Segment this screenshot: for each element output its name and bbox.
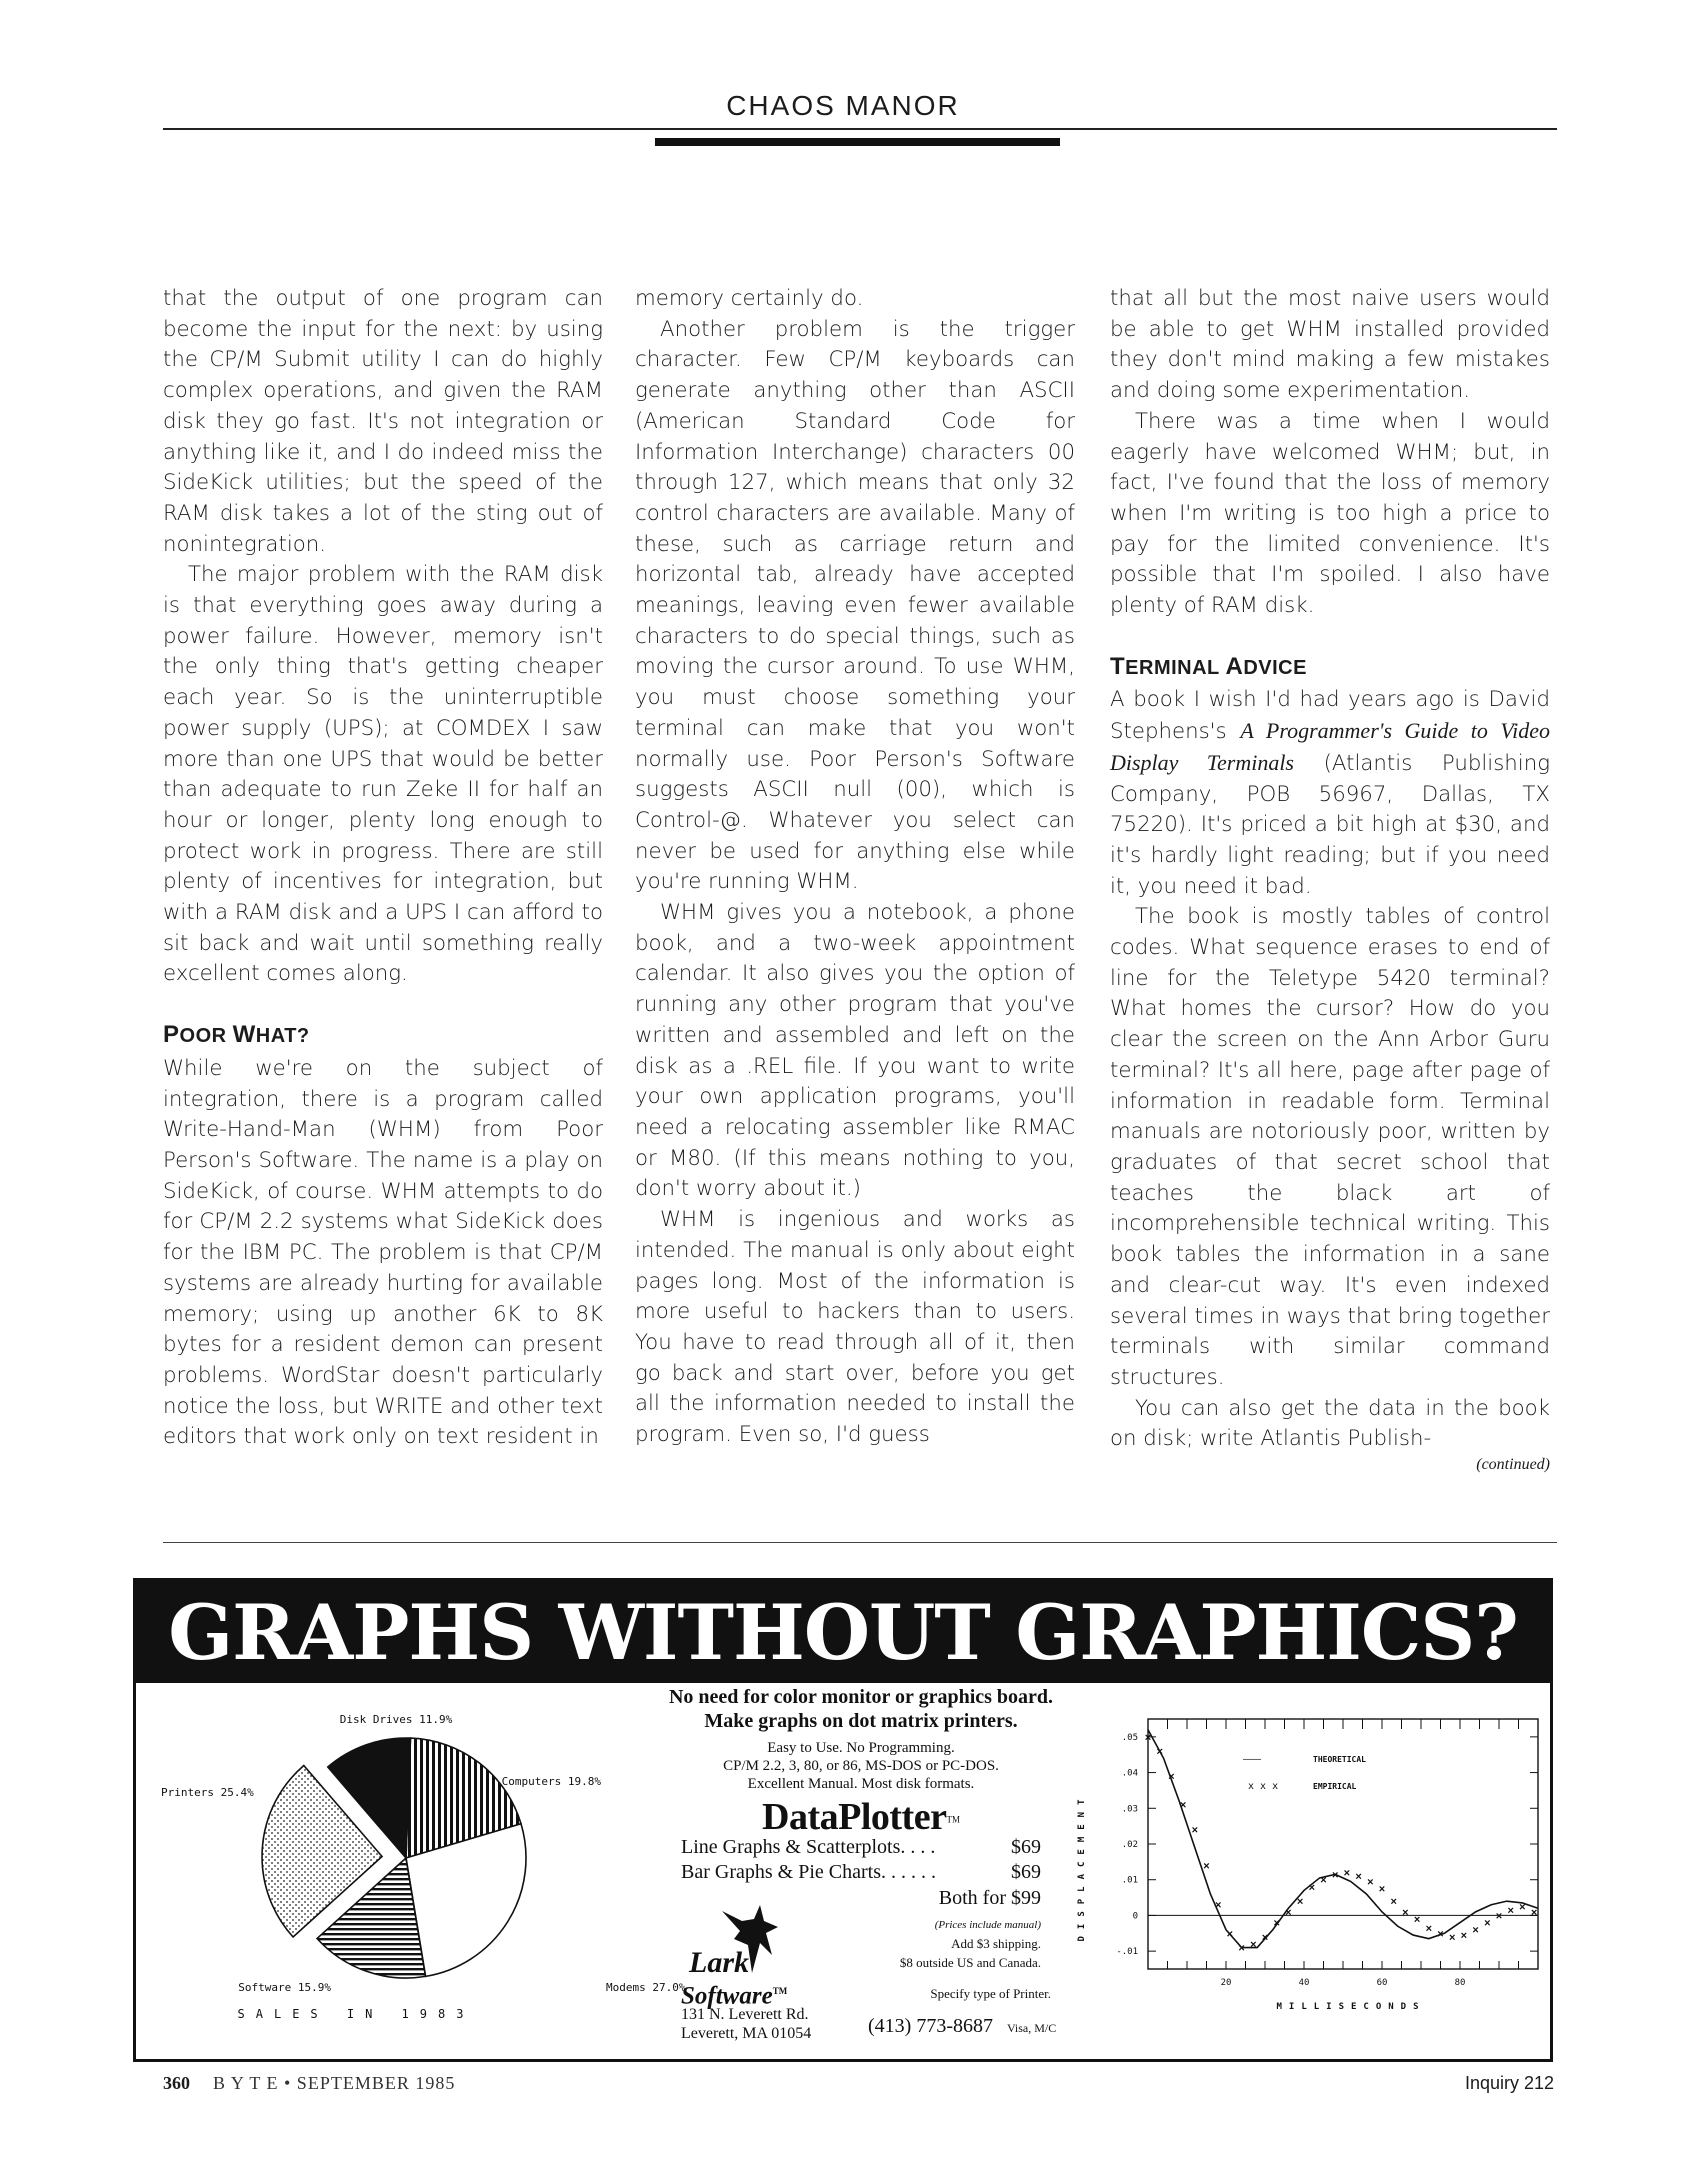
text: A book I wish I'd had years ago is David Stephens's xyxy=(1110,687,1550,745)
y-tick-label: .01 xyxy=(1121,1875,1138,1886)
series-empirical-point: × xyxy=(1460,1930,1468,1943)
ad-tagline-2: Make graphs on dot matrix printers. xyxy=(704,1710,1018,1732)
series-empirical-point: × xyxy=(1484,1917,1491,1930)
paragraph: that all but the most naive users would be able to get WHM installed provided they don't mind making a few mistakes and doing some experimentation. xyxy=(1110,286,1550,404)
company-address xyxy=(681,2005,811,2043)
ad-feature: Easy to Use. No Programming. xyxy=(767,1740,955,1756)
price-value: $69 xyxy=(1011,1861,1041,1883)
series-empirical-point: × xyxy=(1320,1874,1327,1887)
legend-label: THEORETICAL xyxy=(1313,1755,1366,1764)
x-tick-label: 60 xyxy=(1376,1978,1388,1988)
heading-smallcaps: HAT? xyxy=(255,1025,310,1048)
pie-label: Disk Drives 11.9% xyxy=(339,1713,453,1726)
paragraph: There was a time when I would eagerly have welcomed WHM; but, in fact, I've found that the loss of memory when I'm writing is too high a price to pay for the limited convenience. It's possible that I'm spoiled. I also have plenty of RAM disk. xyxy=(1110,408,1550,619)
series-empirical-point: × xyxy=(1238,1942,1245,1955)
paragraph: The major problem with the RAM disk is that everything goes away during a power failure. However, memory isn't the only thing that's getting cheaper each year. So is the uninterruptible power supply (UPS); at COMDEX I saw more than one UPS that would be better than adequate to run Zeke II for half an hour or longer, plenty long enough to protect work in progress. There are still plenty of incentives for integration, but with a RAM disk and a UPS I can afford to sit back and wait until something really excellent comes along. xyxy=(163,562,603,987)
series-empirical-point: × xyxy=(1285,1906,1292,1919)
heading-smallcaps: OOR xyxy=(179,1025,233,1048)
x-axis-label: MILLISECONDS xyxy=(1276,2002,1426,2012)
series-empirical-point: × xyxy=(1448,1931,1456,1944)
cards-accepted: Visa, M/C xyxy=(1006,2021,1057,2035)
heading-initial: T xyxy=(1110,652,1126,680)
y-tick-label: .05 xyxy=(1121,1732,1138,1743)
series-empirical-point: × xyxy=(1519,1901,1526,1914)
paragraph: that the output of one program can become the input for the next: by using the CP/M Submit utility I can do highly complex operations, and given the RAM disk they go fast. It's not integration or anything like it, and I do indeed miss the SideKick utilities; but the speed of the RAM disk takes a lot of the sting out of nonintegration. xyxy=(163,286,603,557)
series-empirical-point: × xyxy=(1296,1896,1304,1909)
series-empirical-point: × xyxy=(1495,1910,1503,1923)
price-value: $69 xyxy=(1011,1836,1041,1858)
pie-label: Printers 25.4% xyxy=(161,1786,254,1799)
series-empirical-point: × xyxy=(1156,1746,1163,1759)
series-empirical-point: × xyxy=(1390,1896,1397,1909)
paragraph: WHM is ingenious and works as intended. The manual is only about eight pages long. Most of the information is more useful to hackers than to users. You have to read through all of it, then go back and start over, before you get all the information needed to install the program. Even so, I'd guess xyxy=(635,1207,1075,1448)
address-line: Leverett, MA 01054 xyxy=(681,2025,812,2042)
heading-initial: A xyxy=(1225,652,1244,680)
paragraph: memory certainly do. xyxy=(635,286,864,311)
header-bar xyxy=(655,138,1060,146)
series-empirical-point: × xyxy=(1168,1771,1175,1784)
bundle-price: Both for $99 xyxy=(938,1887,1041,1909)
shipping-line: Add $3 shipping. xyxy=(951,1936,1041,1951)
series-empirical-point: × xyxy=(1437,1928,1444,1941)
pie-label: Computers 19.8% xyxy=(501,1775,601,1788)
prices-note: (Prices include manual) xyxy=(934,1919,1041,1931)
product-logo-text: DataPlotter xyxy=(762,1796,947,1838)
continued-note: (continued) xyxy=(1476,1456,1550,1474)
series-empirical-point: × xyxy=(1425,1922,1433,1935)
shipping-line: $8 outside US and Canada. xyxy=(899,1955,1041,1970)
line-chart xyxy=(1068,1689,1546,2019)
column-2 xyxy=(635,284,1075,1451)
heading-smallcaps: ERMINAL xyxy=(1125,656,1226,679)
phone-text: (413) 773-8687 xyxy=(868,2015,993,2037)
series-empirical-point: × xyxy=(1250,1939,1257,1951)
series-empirical-point: × xyxy=(1367,1876,1374,1889)
y-tick-label: -.01 xyxy=(1116,1947,1138,1958)
series-empirical-point: × xyxy=(1355,1871,1362,1884)
ad-feature: CP/M 2.2, 3, 80, or 86, MS-DOS or PC-DOS. xyxy=(723,1758,999,1774)
company-software-text: Software xyxy=(681,1982,773,2010)
advertisement xyxy=(133,1578,1553,2062)
x-tick-label: 40 xyxy=(1298,1978,1310,1988)
x-tick-label: 20 xyxy=(1220,1978,1232,1988)
paragraph: You can also get the data in the book on disk; write Atlantis Publish- xyxy=(1110,1395,1550,1452)
publication-line: B Y T E • SEPTEMBER 1985 xyxy=(213,2073,456,2093)
heading-initial: P xyxy=(163,1021,180,1049)
pie-title: SALES IN 1983 xyxy=(237,2007,475,2021)
series-empirical-point: × xyxy=(1378,1883,1386,1896)
series-empirical-point: × xyxy=(1191,1824,1199,1837)
series-empirical-point: × xyxy=(1273,1917,1280,1930)
company-logo xyxy=(681,1946,788,2010)
column-1 xyxy=(163,284,603,1453)
ad-headline: GRAPHS WITHOUT GRAPHICS? xyxy=(136,1581,1550,1683)
header-rule xyxy=(163,128,1557,130)
pie-label: Software 15.9% xyxy=(238,1981,331,1994)
y-tick-label: 0 xyxy=(1132,1911,1138,1922)
ad-feature: Excellent Manual. Most disk formats. xyxy=(747,1776,975,1792)
company-name-lark: Lark xyxy=(689,1946,749,1979)
series-empirical-point: × xyxy=(1472,1924,1479,1937)
trademark: TM xyxy=(946,1814,960,1825)
paragraph: Another problem is the trigger character. Few CP/M keyboards can generate anything other than ASCII (American Standard Code for Information Interchange) characters 00 through 127, which means that only 32 control characters are available. Many of these, such as carriage return and horizontal tab, already have accepted meanings, leaving even fewer available characters to do special things, such as moving the cursor around. To use WHM, you must choose something your terminal can make that you won't normally use. Poor Person's Software suggests ASCII null (00), which is Control-@. Whatever you select can never be used for anything else while you're running WHM. xyxy=(635,316,1075,895)
running-head: CHAOS MANOR xyxy=(726,90,960,121)
y-tick-label: .03 xyxy=(1121,1804,1138,1815)
trademark: TM xyxy=(772,1986,788,1996)
section-heading-terminal-advice xyxy=(1110,652,1550,684)
printer-note: Specify type of Printer. xyxy=(930,1986,1051,2001)
ad-tagline-1: No need for color monitor or graphics board. xyxy=(668,1686,1054,1708)
series-empirical-point: × xyxy=(1331,1869,1339,1882)
paragraph: The book is mostly tables of control codes. What sequence erases to end of line for the Teletype 5420 terminal? What homes the cursor? How do you clear the screen on the Ann Arbor Guru terminal? It's all here, page after page of information in readable form. Terminal manuals are notoriously poor, written by graduates of that secret school that teaches the black art of incomprehensible technical writing. This book tables the information in a sane and clear-cut way. It's even indexed several times in ways that bring together terminals with similar command structures. xyxy=(1110,904,1550,1390)
book-title: A Programmer's Guide to Video Display Terminals xyxy=(1110,718,1551,775)
heading-initial: W xyxy=(232,1021,256,1049)
legend-label: EMPIRICAL xyxy=(1313,1782,1357,1791)
series-empirical-point: × xyxy=(1214,1899,1222,1912)
series-empirical-point: × xyxy=(1343,1867,1351,1880)
series-empirical-point: × xyxy=(1226,1928,1234,1941)
x-tick-label: 80 xyxy=(1454,1978,1466,1988)
series-empirical-point: × xyxy=(1507,1905,1514,1918)
y-tick-label: .04 xyxy=(1121,1768,1138,1779)
series-empirical-point: × xyxy=(1203,1860,1210,1873)
series-empirical-point: × xyxy=(1402,1906,1409,1919)
legend-symbol: ——— xyxy=(1243,1754,1262,1765)
pie-label: Modems 27.0% xyxy=(606,1981,686,1994)
price-row xyxy=(681,1860,1041,1885)
shipping-info xyxy=(871,1916,1041,1972)
section-heading-poor-what xyxy=(163,1020,603,1052)
series-empirical-point: × xyxy=(1144,1731,1152,1744)
ad-copy xyxy=(626,1685,1096,1845)
column-3 xyxy=(1110,284,1550,1475)
paragraph: WHM gives you a notebook, a phone book, and a two-week appointment calendar. It also gives you the option of running any other program that you've written and assembled and left on the disk as a .REL file. If you want to write your own application programs, you'll need a relocating assembler like RMAC or M80. (If this means nothing to you, don't worry about it.) xyxy=(635,900,1075,1202)
text: (Atlantis Publishing Company, POB 56967, Dallas, TX 75220). It's priced a bit high at $30, and it's hardly light reading; but if you need it, you need it bad. xyxy=(1110,750,1551,899)
y-tick-label: .02 xyxy=(1121,1840,1138,1850)
inquiry-number: Inquiry 212 xyxy=(1464,2073,1554,2093)
series-empirical-point: × xyxy=(1308,1881,1316,1894)
page-number: 360 xyxy=(163,2073,190,2093)
paragraph xyxy=(1110,685,1550,902)
series-empirical-point: × xyxy=(1261,1931,1269,1944)
series-empirical-point: × xyxy=(1530,1906,1538,1919)
legend-symbol: x x x xyxy=(1248,1781,1279,1792)
y-axis-label: DISPLACEMENT xyxy=(1077,1792,1087,1942)
phone-number xyxy=(868,2015,1056,2038)
address-line: 131 N. Leverett Rd. xyxy=(681,2006,809,2023)
series-empirical-point: × xyxy=(1179,1799,1187,1812)
article-end-rule xyxy=(163,1542,1557,1543)
price-row xyxy=(681,1835,1041,1860)
price-label: Line Graphs & Scatterplots. . . . xyxy=(681,1836,936,1858)
paragraph: While we're on the subject of integration, there is a program called Write-Hand-Man (WHM) from Poor Person's Software. The name is a play on SideKick, of course. WHM attempts to do for CP/M 2.2 systems what SideKick does for the IBM PC. The problem is that CP/M systems are already hurting for available memory; using up another 6K to 8K bytes for a resident demon can present problems. WordStar doesn't particularly notice the loss, but WRITE and other text editors that work only on text resident in xyxy=(163,1055,603,1450)
price-label: Bar Graphs & Pie Charts. . . . . . xyxy=(681,1861,936,1883)
series-empirical-point: × xyxy=(1413,1914,1421,1926)
heading-smallcaps: DVICE xyxy=(1243,656,1307,679)
